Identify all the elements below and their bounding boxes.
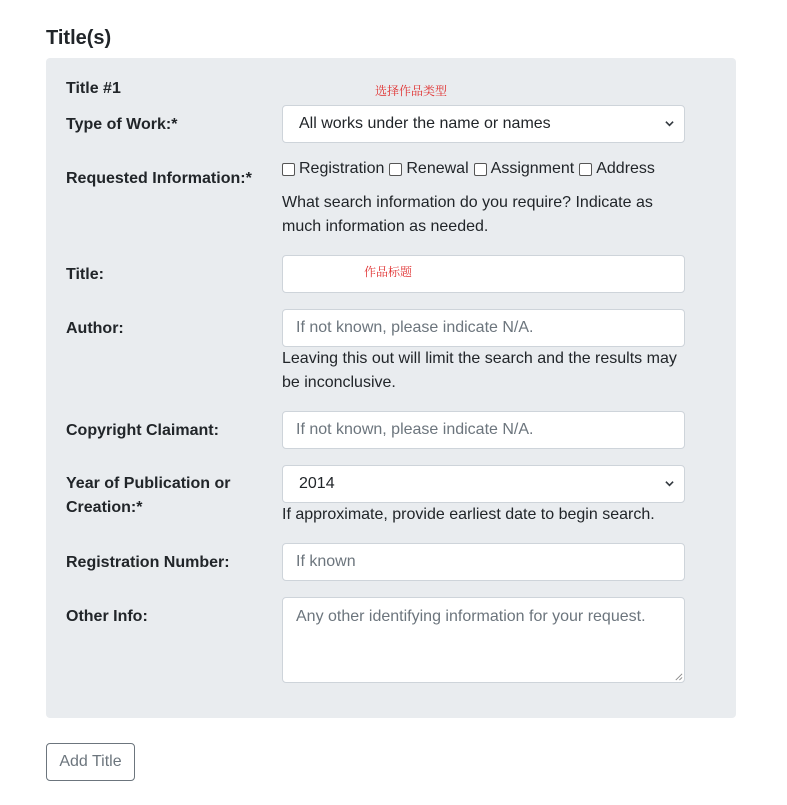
checkbox-label: Assignment bbox=[490, 160, 575, 177]
requested-info-options bbox=[282, 160, 660, 178]
type-of-work-select[interactable] bbox=[282, 105, 685, 143]
resize-grip-icon[interactable] bbox=[674, 672, 683, 681]
registration-number-placeholder: If known bbox=[296, 553, 356, 570]
section-title: Title(s) bbox=[46, 27, 112, 49]
annotation-title: 作品标题 bbox=[364, 265, 413, 279]
checkbox-box[interactable] bbox=[474, 163, 487, 176]
annotation-type-of-work: 选择作品类型 bbox=[375, 84, 448, 98]
chevron-down-icon bbox=[665, 479, 674, 488]
author-input[interactable] bbox=[282, 309, 685, 347]
author-label: Author: bbox=[66, 320, 124, 337]
author-placeholder: If not known, please indicate N/A. bbox=[296, 319, 534, 336]
type-of-work-label: Type of Work:* bbox=[66, 116, 178, 133]
chevron-down-icon bbox=[665, 119, 674, 128]
checkbox-assignment[interactable] bbox=[474, 160, 575, 178]
checkbox-registration[interactable] bbox=[282, 160, 384, 178]
author-help: Leaving this out will limit the search and the results may be inconclusive. bbox=[282, 350, 677, 391]
checkbox-label: Registration bbox=[299, 160, 385, 177]
other-info-textarea[interactable] bbox=[282, 597, 685, 683]
title-input[interactable] bbox=[282, 255, 685, 293]
checkbox-box[interactable] bbox=[389, 163, 402, 176]
type-of-work-value: All works under the name or names bbox=[299, 115, 551, 132]
year-label: Year of Publication or Creation:* bbox=[66, 475, 231, 516]
checkbox-label: Renewal bbox=[406, 160, 469, 177]
year-value: 2014 bbox=[299, 475, 335, 492]
requested-info-label: Requested Information:* bbox=[66, 170, 252, 187]
year-help: If approximate, provide earliest date to begin search. bbox=[282, 506, 655, 523]
title-card bbox=[46, 58, 736, 718]
checkbox-address[interactable] bbox=[579, 160, 655, 178]
other-info-label: Other Info: bbox=[66, 608, 148, 625]
claimant-placeholder: If not known, please indicate N/A. bbox=[296, 421, 534, 438]
checkbox-renewal[interactable] bbox=[389, 160, 468, 178]
year-select[interactable] bbox=[282, 465, 685, 503]
other-info-placeholder: Any other identifying information for your request. bbox=[296, 608, 646, 625]
title-heading: Title #1 bbox=[66, 80, 121, 97]
registration-number-label: Registration Number: bbox=[66, 554, 230, 571]
checkbox-label: Address bbox=[596, 160, 655, 177]
add-title-button[interactable]: Add Title bbox=[46, 743, 135, 781]
claimant-label: Copyright Claimant: bbox=[66, 422, 219, 439]
checkbox-box[interactable] bbox=[579, 163, 592, 176]
title-label: Title: bbox=[66, 266, 104, 283]
requested-info-help: What search information do you require? Indicate as much information as needed. bbox=[282, 194, 653, 235]
registration-number-input[interactable] bbox=[282, 543, 685, 581]
claimant-input[interactable] bbox=[282, 411, 685, 449]
checkbox-box[interactable] bbox=[282, 163, 295, 176]
